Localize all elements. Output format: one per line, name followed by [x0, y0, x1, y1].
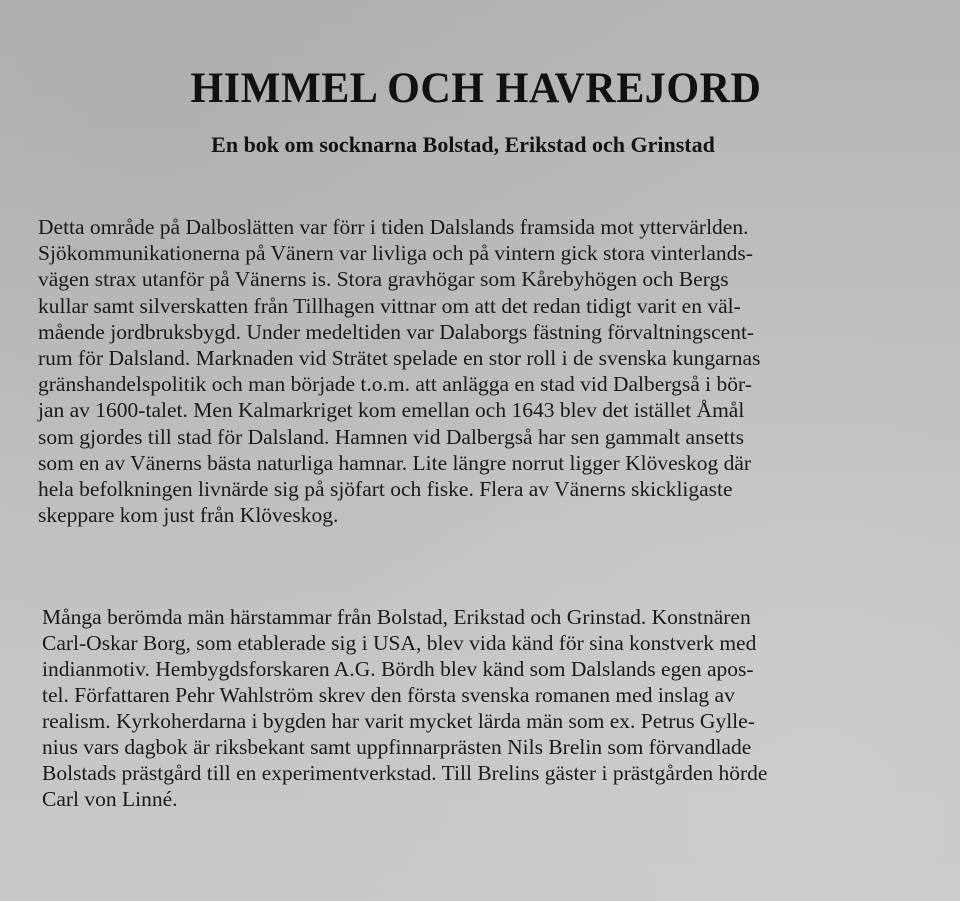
text-line: som gjordes till stad för Dalsland. Hamnen vid Dalbergså har sen gammalt ansetts [38, 424, 744, 449]
text-line: realism. Kyrkoherdarna i bygden har varit mycket lärda män som ex. Petrus Gylle- [42, 709, 755, 733]
text-line: som en av Vänerns bästa naturliga hamnar. Lite längre norrut ligger Klöveskog där [38, 450, 752, 475]
text-line: rum för Dalsland. Marknaden vid Strätet spelade en stor roll i de svenska kungarnas [38, 345, 761, 370]
paragraph-notable-people [42, 604, 942, 812]
text-line: mående jordbruksbygd. Under medeltiden var Dalaborgs fästning förvaltningscent- [38, 319, 755, 344]
book-title: HIMMEL OCH HAVREJORD [190, 65, 762, 112]
book-subtitle: En bok om socknarna Bolstad, Erikstad och Grinstad [211, 132, 715, 157]
text-line: Bolstads prästgård till en experimentverkstad. Till Brelins gäster i prästgården hörde [42, 761, 768, 785]
paragraph-history [38, 214, 938, 528]
text-line: tel. Författaren Pehr Wahlström skrev den första svenska romanen med inslag av [42, 683, 735, 707]
text-line: Carl von Linné. [42, 787, 178, 811]
text-line: kullar samt silverskatten från Tillhagen vittnar om att det redan tidigt varit en väl- [38, 293, 741, 318]
text-line: gränshandelspolitik och man började t.o.m. att anlägga en stad vid Dalbergså i bör- [38, 372, 752, 397]
text-line: skeppare kom just från Klöveskog. [38, 503, 339, 528]
text-line: indianmotiv. Hembygdsforskaren A.G. Bördh blev känd som Dalslands egen apos- [42, 657, 754, 681]
text-line: vägen strax utanför på Vänerns is. Stora gravhögar som Kårebyhögen och Bergs [38, 267, 729, 292]
text-line: nius vars dagbok är riksbekant samt uppfinnarprästen Nils Brelin som förvandlade [42, 735, 752, 759]
text-line: jan av 1600-talet. Men Kalmarkriget kom emellan och 1643 blev det istället Åmål [38, 398, 745, 423]
text-line: Detta område på Dalboslätten var förr i tiden Dalslands framsida mot yttervärlden. [38, 215, 749, 239]
text-line: Många berömda män härstammar från Bolstad, Erikstad och Grinstad. Konstnären [42, 605, 751, 629]
text-line: hela befolkningen livnärde sig på sjöfart och fiske. Flera av Vänerns skickligaste [38, 476, 733, 501]
text-line: Carl-Oskar Borg, som etablerade sig i USA, blev vida känd för sina konstverk med [42, 631, 757, 655]
text-line: Sjökommunikationerna på Vänern var livliga och på vintern gick stora vinterlands- [38, 241, 753, 266]
